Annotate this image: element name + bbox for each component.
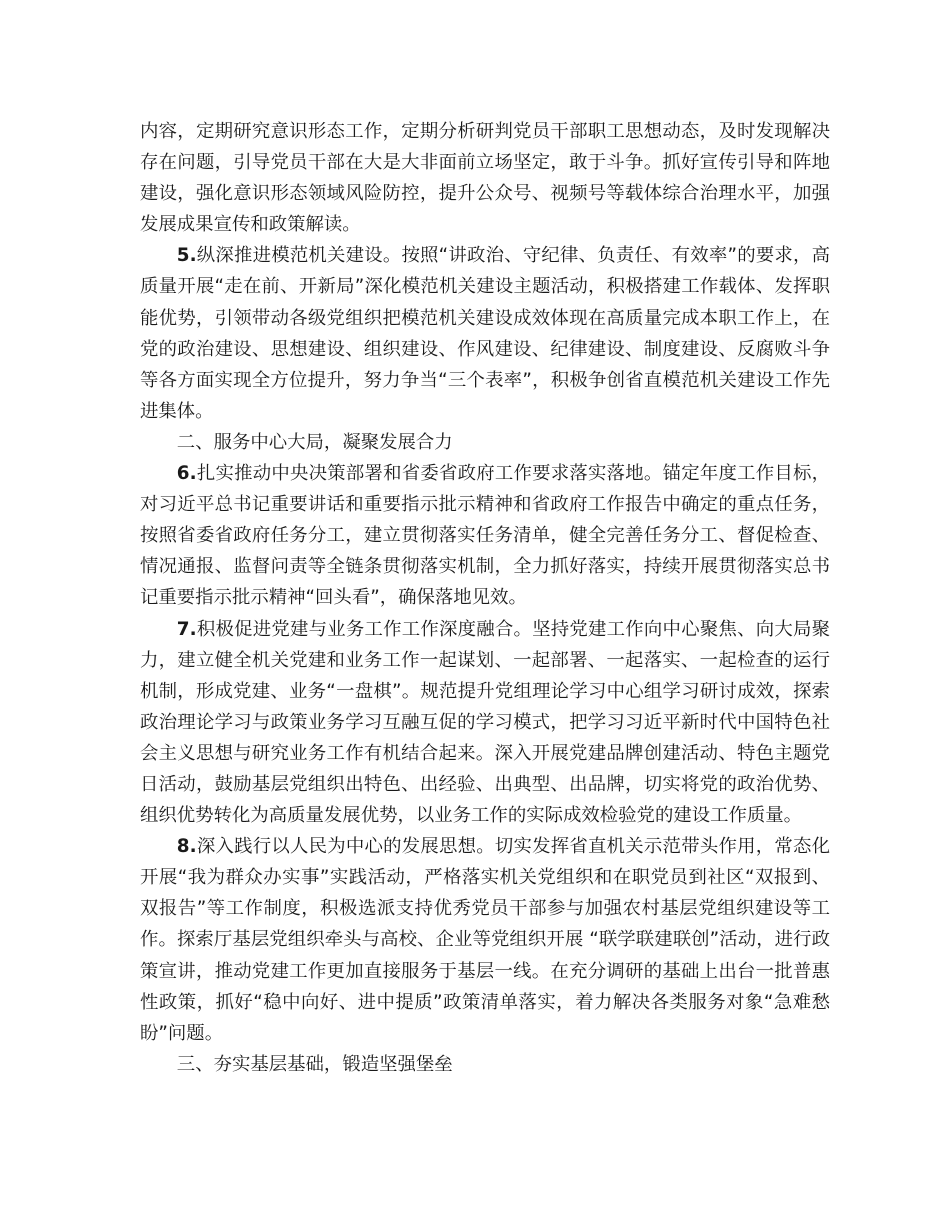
item-number: 8. xyxy=(176,836,197,858)
section-heading-3: 三、夯实基层基础，锻造坚强堡垒 xyxy=(176,1053,453,1075)
section-heading-2: 二、服务中心大局，凝聚发展合力 xyxy=(176,431,453,453)
paragraph-text: 深入践行以人民为中心的发展思想。切实发挥省直机关示范带头作用，常态化开展“我为群众办实事”实践活动，严格落实机关党组织和在职党员到社区“双报到、双报告”等工作制度，积极选派支持优秀党员干部参与加强农村基层党组织建设等工作。探索厅基层党组织牵头与高校、企业等党组织开展 “联学联建联创”活动，进行政策宣讲，推动党建工作更加直接服务于基层一线。在充分调研的基础上出台一批普惠性政策，抓好“稳中向好、进中提质”政策清单落实，着力解决各类服务对象“急难愁盼”问题。 xyxy=(140,836,830,1044)
paragraph-item-5 xyxy=(140,240,830,427)
paragraph-item-8 xyxy=(140,831,830,1049)
item-number: 7. xyxy=(176,618,197,640)
paragraph-continuation: 内容，定期研究意识形态工作，定期分析研判党员干部职工思想动态，及时发现解决存在问题，引导党员干部在大是大非面前立场坚定，敢于斗争。抓好宣传引导和阵地建设，强化意识形态领域风险防控，提升公众号、视频号等载体综合治理水平，加强发展成果宣传和政策解读。 xyxy=(140,121,830,236)
item-number: 5. xyxy=(176,245,197,267)
paragraph-text: 积极促进党建与业务工作工作深度融合。坚持党建工作向中心聚焦、向大局聚力，建立健全机关党建和业务工作一起谋划、一起部署、一起落实、一起检查的运行机制，形成党建、业务“一盘棋”。规范提升党组理论学习中心组学习研讨成效，探索政治理论学习与政策业务学习互融互促的学习模式，把学习习近平新时代中国特色社会主义思想与研究业务工作有机结合起来。深入开展党建品牌创建活动、特色主题党日活动，鼓励基层党组织出特色、出经验、出典型、出品牌，切实将党的政治优势、组织优势转化为高质量发展优势，以业务工作的实际成效检验党的建设工作质量。 xyxy=(140,618,830,827)
paragraph-item-6 xyxy=(140,458,830,613)
body-text xyxy=(140,116,830,1080)
paragraph-item-7 xyxy=(140,614,830,832)
item-number: 6. xyxy=(176,463,197,485)
paragraph-text: 扎实推动中央决策部署和省委省政府工作要求落实落地。锚定年度工作目标，对习近平总书记重要讲话和重要指示批示精神和省政府工作报告中确定的重点任务，按照省委省政府任务分工，建立贯彻落实任务清单，健全完善任务分工、督促检查、情况通报、监督问责等全链条贯彻落实机制，全力抓好落实，持续开展贯彻落实总书记重要指示批示精神“回头看”，确保落地见效。 xyxy=(140,463,830,609)
paragraph-text: 纵深推进模范机关建设。按照“讲政治、守纪律、负责任、有效率”的要求，高质量开展“走在前、开新局”深化模范机关建设主题活动，积极搭建工作载体、发挥职能优势，引领带动各级党组织把模范机关建设成效体现在高质量完成本职工作上，在党的政治建设、思想建设、组织建设、作风建设、纪律建设、制度建设、反腐败斗争等各方面实现全方位提升，努力争当“三个表率”，积极争创省直模范机关建设工作先进集体。 xyxy=(140,245,830,422)
